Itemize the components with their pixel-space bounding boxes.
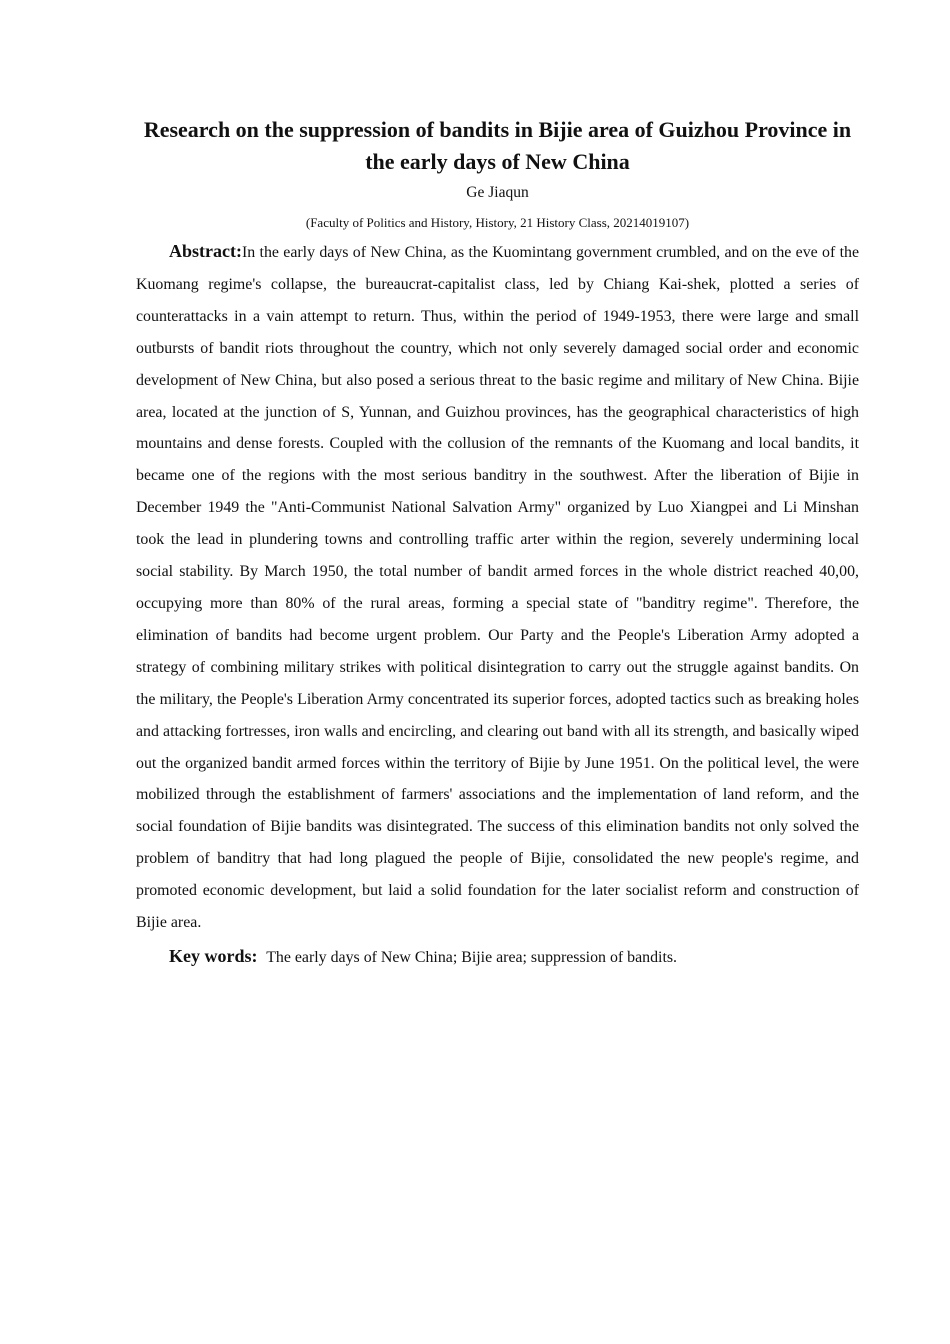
- document-page: [136, 114, 859, 974]
- author-affiliation: (Faculty of Politics and History, History, 21 History Class, 20214019107): [305, 215, 690, 230]
- keywords-label: Key words:: [169, 945, 258, 966]
- abstract-text: In the early days of New China, as the Kuomintang government crumbled, and on the eve of the Kuomang regime's collapse, the bureaucrat-capitalist class, led by Chiang Kai-shek, plotted a series of counterattacks in a vain attempt to return. Thus, within the period of 1949-1953, there were large and small outbursts of bandit riots throughout the country, which not only severely damaged social order and economic development of New China, but also posed a serious threat to the basic regime and military of New China. Bijie area, located at the junction of S, Yunnan, and Guizhou provinces, has the geographical characteristics of high mountains and dense forests. Coupled with the collusion of the remnants of the Kuomang and local bandits, it became one of the regions with the most serious banditry in the southwest. After the liberation of Bijie in December 1949 the "Anti-Communist National Salvation Army" organized by Luo Xiangpei and Li Minshan took the lead in plundering towns and controlling traffic arter within the region, severely undermining local social stability. By March 1950, the total number of bandit armed forces in the whole district reached 40,00, occupying more than 80% of the rural areas, forming a special state of "banditry regime". Therefore, the elimination of bandits had become urgent problem. Our Party and the People's Liberation Army adopted a strategy of combining military strikes with political disintegration to carry out the struggle against bandits. On the military, the People's Liberation Army concentrated its superior forces, adopted tactics such as breaking holes and attacking fortresses, iron walls and encircling, and clearing out band with all its strength, and basically wiped out the organized bandit armed forces within the territory of Bijie by June 1951. On the political level, the were mobilized through the establishment of farmers' associations and the implementation of land reform, and the social foundation of Bijie bandits was disintegrated. The success of this elimination bandits not only solved the problem of banditry that had long plagued the people of Bijie, consolidated the new people's regime, and promoted economic development, but laid a solid foundation for the later socialist reform and construction of Bijie area.: [136, 244, 859, 932]
- keywords-paragraph: [136, 941, 859, 974]
- abstract-paragraph: [136, 236, 859, 939]
- author-name: Ge Jiaqun: [466, 184, 529, 201]
- paper-title: Research on the suppression of bandits in Bijie area of Guizhou Province in the early days of New China: [143, 117, 852, 174]
- keywords-text: The early days of New China; Bijie area; suppression of bandits.: [266, 948, 678, 966]
- abstract-label: Abstract:: [169, 241, 242, 261]
